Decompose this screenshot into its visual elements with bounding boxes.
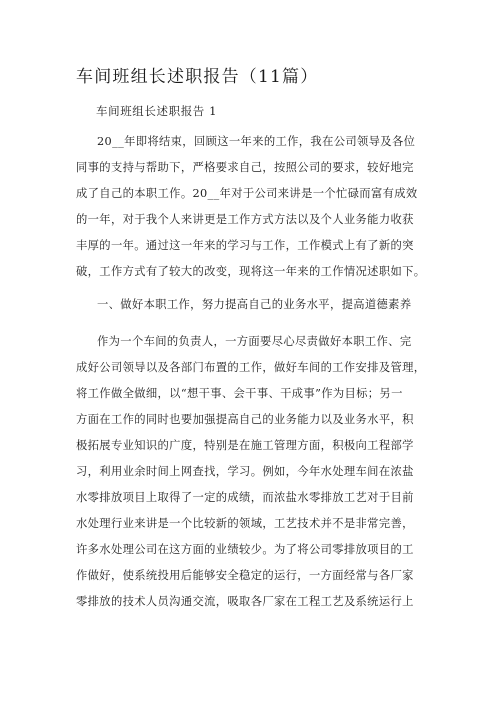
body-line: 水零排放项目上取得了一定的成绩，而浓盐水零排放工艺对于目前	[76, 491, 414, 504]
body-line: 方面在工作的同时也要加强提高自己的业务能力以及业务水平，积	[76, 413, 414, 426]
body-line: 20__年即将结束，回顾这一年来的工作，我在公司领导及各位	[97, 135, 416, 148]
document-title: 车间班组长述职报告（11篇）	[76, 67, 319, 87]
body-line: 同事的支持与帮助下，严格要求自己，按照公司的要求，较好地完	[76, 161, 414, 174]
body-line: 破，工作方式有了较大的改变，现将这一年来的工作情况述职如下。	[76, 265, 426, 278]
section-heading: 一、做好本职工作，努力提高自己的业务水平，提高道德素养	[97, 298, 412, 311]
body-line: 丰厚的一年。通过这一年来的学习与工作，工作模式上有了新的突	[76, 239, 414, 252]
body-line: 的一年，对于我个人来讲更是工作方式方法以及个人业务能力收获	[76, 213, 414, 226]
body-line: 许多水处理公司在这方面的业绩较少。为了将公司零排放项目的工	[76, 543, 414, 556]
body-line: 作做好，使系统投用后能够安全稳定的运行，一方面经常与各厂家	[76, 569, 414, 582]
body-line: 将工作做全做细，以“想干事、会干事、干成事”作为目标；另一	[76, 387, 403, 400]
document-subtitle: 车间班组长述职报告 1	[96, 104, 218, 118]
body-line: 零排放的技术人员沟通交流，吸取各厂家在工程工艺及系统运行上	[76, 595, 414, 608]
body-line: 极拓展专业知识的广度，特别是在施工管理方面，积极向工程部学	[76, 439, 414, 452]
body-line: 作为一个车间的负责人，一方面要尽心尽责做好本职工作、完	[97, 335, 412, 348]
body-line: 水处理行业来讲是一个比较新的领域，工艺技术并不是非常完善，	[76, 517, 414, 530]
body-line: 成好公司领导以及各部门布置的工作，做好车间的工作安排及管理，	[76, 361, 426, 374]
body-line: 习，利用业余时间上网查找，学习。例如，今年水处理车间在浓盐	[76, 465, 414, 478]
body-line: 成了自己的本职工作。20__年对于公司来讲是一个忙碌而富有成效	[76, 187, 418, 200]
